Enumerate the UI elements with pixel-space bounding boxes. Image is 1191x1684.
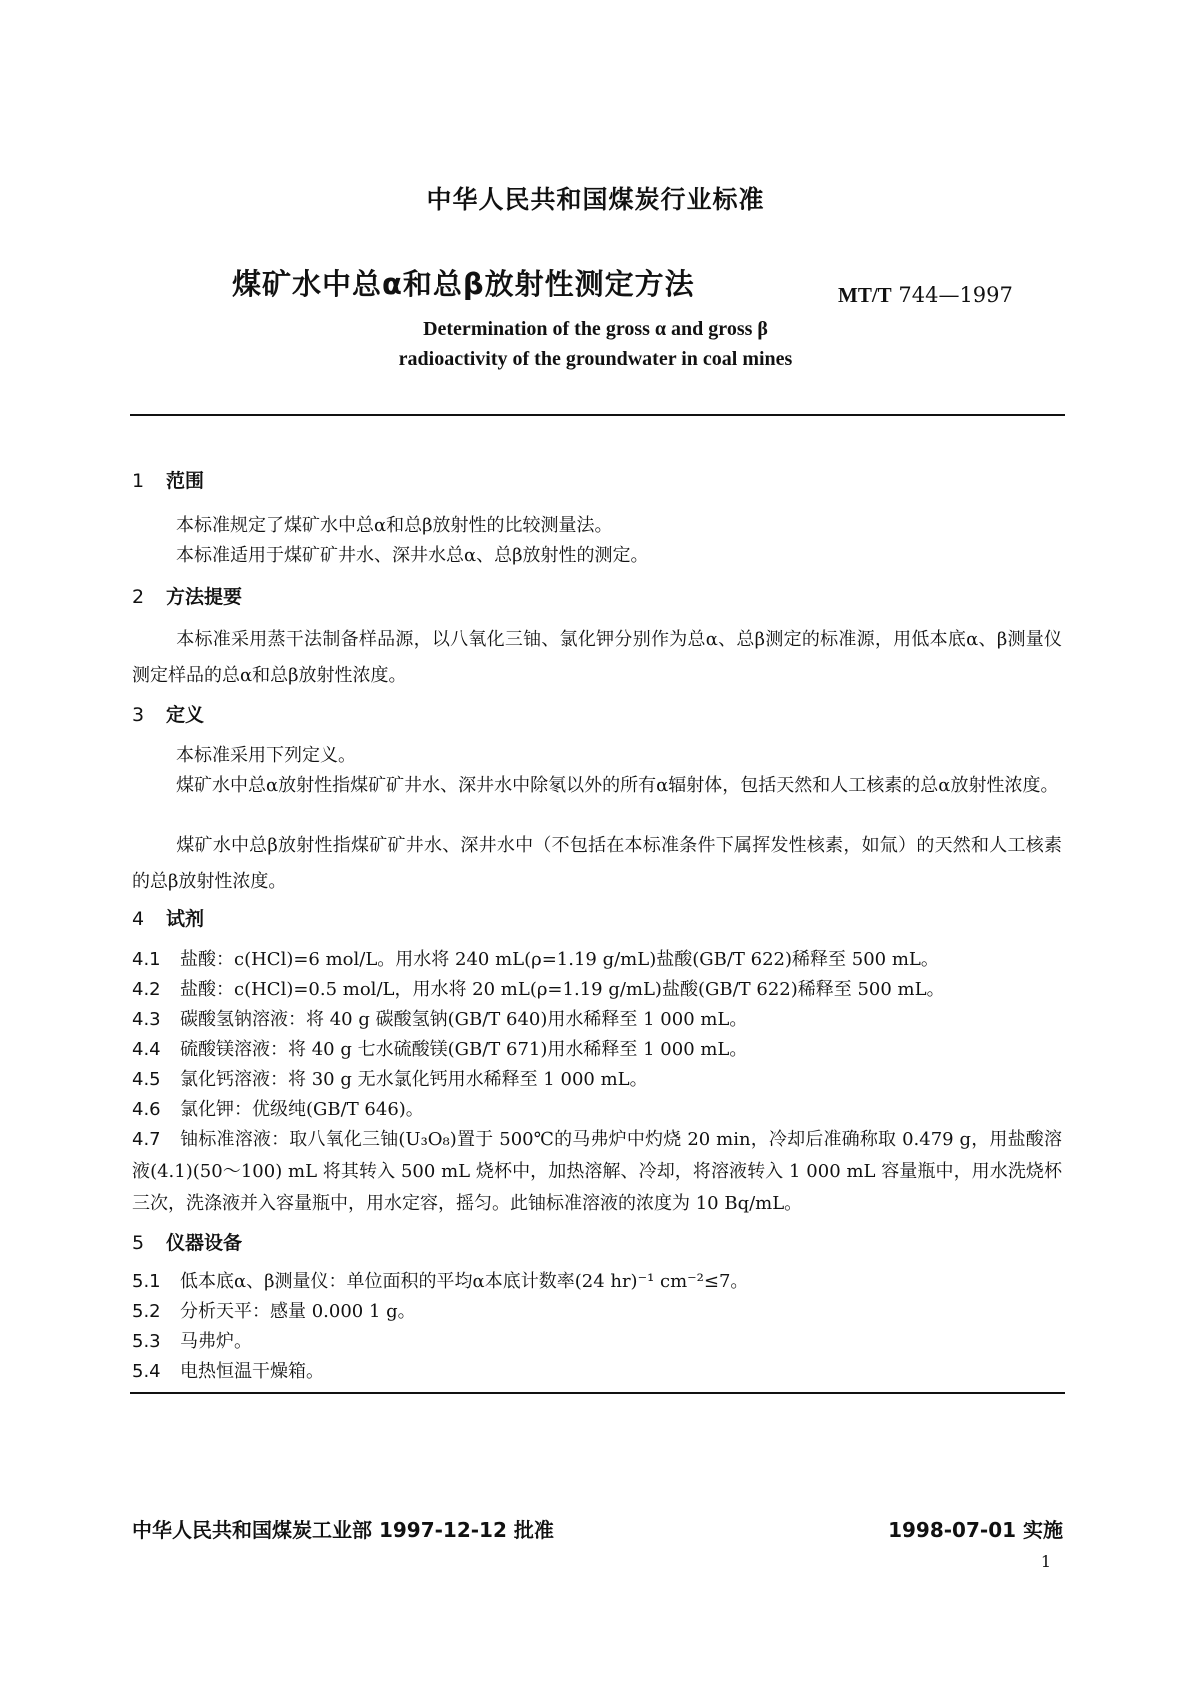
paragraph-text: 本标准采用蒸干法制备样品源，以八氧化三铀、氯化钾分别作为总α、总β测定的标准源，用低本底α、β测量仪测定样品的总α和总β放射性浓度。 bbox=[132, 629, 1062, 686]
section-title: 方法提要 bbox=[166, 586, 243, 608]
item-number: 5.4 bbox=[132, 1361, 161, 1382]
section-3-heading bbox=[132, 700, 204, 727]
section-number: 5 bbox=[132, 1232, 145, 1254]
section-number: 1 bbox=[132, 470, 145, 492]
section-title: 仪器设备 bbox=[166, 1232, 243, 1254]
paragraph-text: 本标准规定了煤矿水中总α和总β放射性的比较测量法。 bbox=[176, 515, 613, 536]
item-number: 4.1 bbox=[132, 949, 161, 970]
item-text: 氯化钙溶液：将 30 g 无水氯化钙用水稀释至 1 000 mL。 bbox=[180, 1069, 648, 1090]
section-number: 3 bbox=[132, 704, 145, 726]
item-text: 盐酸：c(HCl)=6 mol/L。用水将 240 mL(ρ=1.19 g/mL)盐酸(GB/T 622)稀释至 500 mL。 bbox=[180, 949, 939, 970]
item-text: 低本底α、β测量仪：单位面积的平均α本底计数率(24 hr)⁻¹ cm⁻²≤7。 bbox=[180, 1271, 749, 1292]
section-number: 2 bbox=[132, 586, 145, 608]
item-text: 铀标准溶液：取八氧化三铀(U₃O₈)置于 500℃的马弗炉中灼烧 20 min，冷却后准确称取 0.479 g，用盐酸溶液(4.1)(50～100) mL 将其转入 500 mL 烧杯中，加热溶解、冷却，将溶液转入 1 000 mL 容量瓶中，用水洗烧杯三次，洗涤液并入容量瓶中，用水定容，摇匀。此铀标准溶液的浓度为 10 Bq/mL。 bbox=[132, 1129, 1062, 1214]
document-title-en-line1: Determination of the gross α and gross β bbox=[423, 318, 768, 340]
item-number: 4.6 bbox=[132, 1099, 161, 1120]
page-number: 1 bbox=[1040, 1552, 1051, 1571]
section-2-heading bbox=[132, 582, 242, 609]
equipment-item bbox=[132, 1326, 1062, 1358]
document-title-en-line2: radioactivity of the groundwater in coal mines bbox=[398, 348, 793, 370]
approval-line: 中华人民共和国煤炭工业部 1997-12-12 批准 bbox=[132, 1518, 554, 1542]
item-text: 盐酸：c(HCl)=0.5 mol/L，用水将 20 mL(ρ=1.19 g/mL)盐酸(GB/T 622)稀释至 500 mL。 bbox=[180, 979, 945, 1000]
equipment-item bbox=[132, 1356, 1062, 1388]
item-number: 5.1 bbox=[132, 1271, 161, 1292]
equipment-item bbox=[132, 1266, 1062, 1298]
document-title-cn: 煤矿水中总α和总β放射性测定方法 bbox=[232, 267, 695, 301]
document-code-prefix: MT/T bbox=[838, 283, 892, 307]
paragraph-text: 本标准适用于煤矿矿井水、深井水总α、总β放射性的测定。 bbox=[176, 545, 649, 566]
section-1-paragraph-2 bbox=[132, 538, 1062, 574]
paragraph-text: 煤矿水中总α放射性指煤矿矿井水、深井水中除氡以外的所有α辐射体，包括天然和人工核素的总α放射性浓度。 bbox=[176, 775, 1059, 796]
item-number: 4.7 bbox=[132, 1129, 161, 1150]
section-3-paragraph-2 bbox=[132, 768, 1062, 804]
item-number: 4.3 bbox=[132, 1009, 161, 1030]
section-title: 试剂 bbox=[166, 908, 205, 930]
document-code-number: 744—1997 bbox=[898, 283, 1013, 307]
footer-divider bbox=[130, 1392, 1065, 1394]
paragraph-text: 煤矿水中总β放射性指煤矿矿井水、深井水中（不包括在本标准条件下属挥发性核素，如氚）的天然和人工核素的总β放射性浓度。 bbox=[132, 835, 1062, 892]
item-text: 分析天平：感量 0.000 1 g。 bbox=[180, 1301, 416, 1322]
section-title: 定义 bbox=[166, 704, 205, 726]
paragraph-text: 本标准采用下列定义。 bbox=[176, 745, 356, 766]
reagent-item bbox=[132, 1034, 1062, 1066]
section-3-paragraph-3 bbox=[132, 828, 1062, 900]
document-code bbox=[838, 283, 1013, 308]
section-title: 范围 bbox=[166, 470, 205, 492]
standard-category-header: 中华人民共和国煤炭行业标准 bbox=[426, 185, 765, 214]
item-text: 电热恒温干燥箱。 bbox=[180, 1361, 324, 1382]
section-4-heading bbox=[132, 904, 204, 931]
item-number: 5.2 bbox=[132, 1301, 161, 1322]
equipment-item bbox=[132, 1296, 1062, 1328]
item-number: 4.2 bbox=[132, 979, 161, 1000]
item-number: 4.5 bbox=[132, 1069, 161, 1090]
header-divider bbox=[130, 414, 1065, 416]
effective-date: 1998-07-01 实施 bbox=[888, 1518, 1063, 1542]
item-text: 氯化钾：优级纯(GB/T 646)。 bbox=[180, 1099, 424, 1120]
reagent-item bbox=[132, 1064, 1062, 1096]
reagent-item bbox=[132, 1124, 1062, 1220]
section-5-heading bbox=[132, 1228, 242, 1255]
section-number: 4 bbox=[132, 908, 145, 930]
reagent-item bbox=[132, 974, 1062, 1006]
reagent-item bbox=[132, 1004, 1062, 1036]
item-text: 马弗炉。 bbox=[180, 1331, 252, 1352]
item-number: 5.3 bbox=[132, 1331, 161, 1352]
item-text: 碳酸氢钠溶液：将 40 g 碳酸氢钠(GB/T 640)用水稀释至 1 000 mL。 bbox=[180, 1009, 748, 1030]
section-2-paragraph-1 bbox=[132, 622, 1062, 694]
reagent-item bbox=[132, 1094, 1062, 1126]
item-text: 硫酸镁溶液：将 40 g 七水硫酸镁(GB/T 671)用水稀释至 1 000 mL。 bbox=[180, 1039, 748, 1060]
reagent-item bbox=[132, 944, 1062, 976]
item-number: 4.4 bbox=[132, 1039, 161, 1060]
section-1-heading bbox=[132, 466, 204, 493]
